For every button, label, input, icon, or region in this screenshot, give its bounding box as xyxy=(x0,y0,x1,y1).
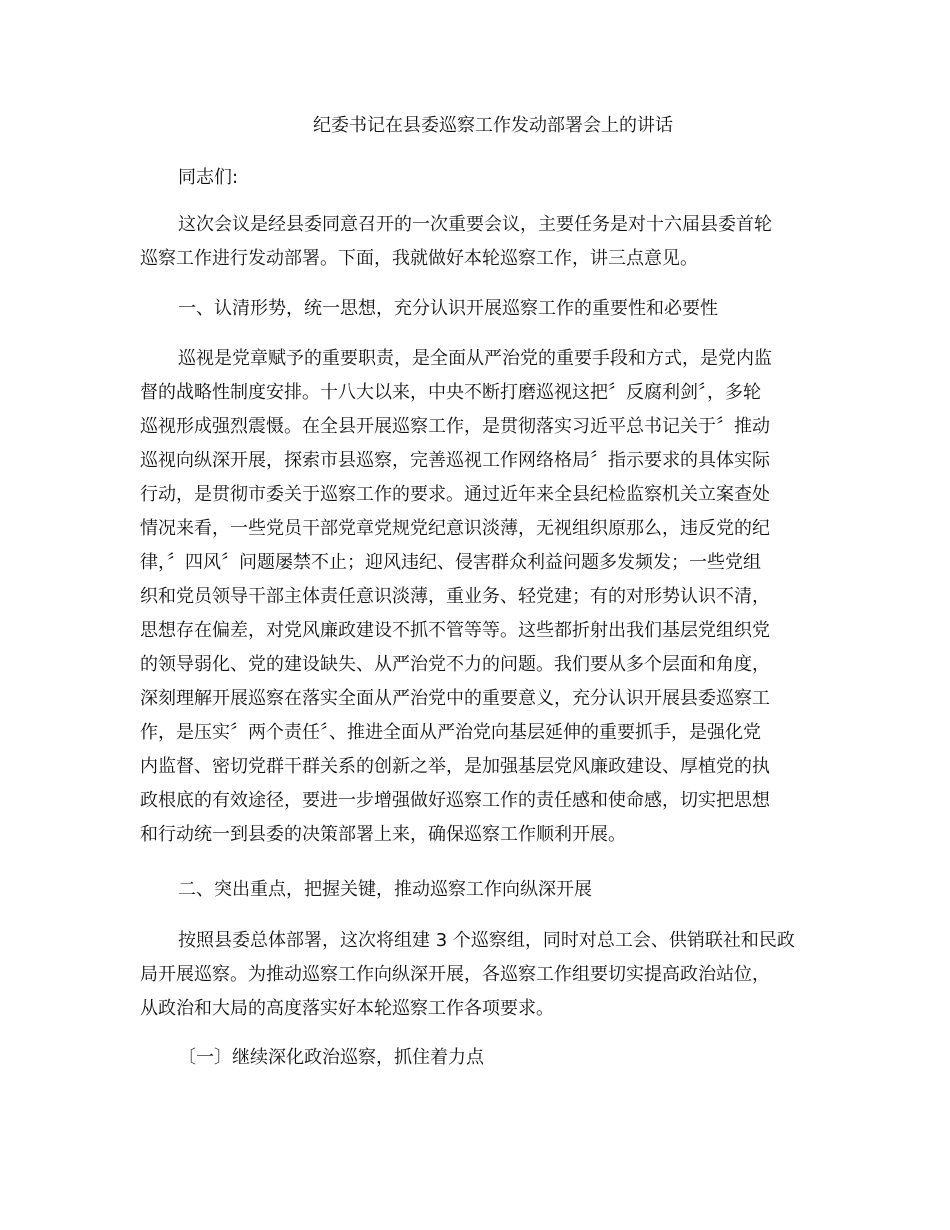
section1-line: 和行动统一到县委的决策部署上来，确保巡察工作顺利开展。 xyxy=(140,824,626,845)
section1-line: 督的战略性制度安排。十八大以来，中央不断打磨巡视这把〞反腐利剑〞，多轮 xyxy=(140,382,761,403)
section1-heading-text: 一、认清形势，统一思想，充分认识开展巡察工作的重要性和必要性 xyxy=(178,298,718,319)
section2-line: 局开展巡察。为推动巡察工作向纵深开展，各巡察工作组要切实提高政治站位， xyxy=(140,964,770,985)
section2-line: 按照县委总体部署，这次将组建 3 个巡察组，同时对总工会、供销联社和民政 xyxy=(178,930,795,951)
section1-paragraph xyxy=(140,342,820,852)
section1-line: 律，〞四风〞问题屡禁不止；迎风违纪、侵害群众利益问题多发频发；一些党组 xyxy=(140,552,761,573)
section2-paragraph xyxy=(140,924,820,1026)
salutation xyxy=(140,161,820,195)
section1-line: 作，是压实〞两个责任〞、推进全面从严治党向基层延伸的重要抓手，是强化党 xyxy=(140,722,761,743)
subsection1-heading xyxy=(140,1041,820,1075)
subsection1-heading-text: 〔一〕继续深化政治巡察，抓住着力点 xyxy=(178,1047,484,1068)
section1-line: 的领导弱化、党的建设缺失、从严治党不力的问题。我们要从多个层面和角度， xyxy=(140,654,770,675)
section1-line: 政根底的有效途径，要进一步增强做好巡察工作的责任感和使命感，切实把思想 xyxy=(140,790,770,811)
section1-line: 内监督、密切党群干群关系的创新之举，是加强基层党风廉政建设、厚植党的执 xyxy=(140,756,770,777)
document-title: 纪委书记在县委巡察工作发动部署会上的讲话 xyxy=(313,115,673,136)
section1-line: 织和党员领导干部主体责任意识淡薄，重业务、轻党建；有的对形势认识不清， xyxy=(140,586,770,607)
section1-heading xyxy=(140,292,820,326)
section1-line: 情况来看，一些党员干部党章党规党纪意识淡薄，无视组织原那么，违反党的纪 xyxy=(140,518,770,539)
section2-heading xyxy=(140,873,820,907)
intro-line: 巡察工作进行发动部署。下面，我就做好本轮巡察工作，讲三点意见。 xyxy=(140,248,698,269)
section2-line: 从政治和大局的高度落实好本轮巡察工作各项要求。 xyxy=(140,998,554,1019)
section1-line: 深刻理解开展巡察在落实全面从严治党中的重要意义，充分认识开展县委巡察工 xyxy=(140,688,770,709)
section1-line: 巡视是党章赋予的重要职责，是全面从严治党的重要手段和方式，是党内监 xyxy=(178,348,772,369)
intro-line: 这次会议是经县委同意召开的一次重要会议，主要任务是对十六届县委首轮 xyxy=(178,214,772,235)
salutation-text: 同志们: xyxy=(178,167,239,188)
section2-heading-text: 二、突出重点，把握关键，推动巡察工作向纵深开展 xyxy=(178,879,592,900)
section1-line: 巡视形成强烈震慑。在全县开展巡察工作，是贯彻落实习近平总书记关于〞推动 xyxy=(140,416,770,437)
intro-paragraph xyxy=(140,208,820,276)
section1-line: 思想存在偏差，对党风廉政建设不抓不管等等。这些都折射出我们基层党组织党 xyxy=(140,620,770,641)
section1-line: 行动，是贯彻市委关于巡察工作的要求。通过近年来全县纪检监察机关立案查处 xyxy=(140,484,770,505)
section1-line: 巡视向纵深开展，探索市县巡察，完善巡视工作网络格局〞指示要求的具体实际 xyxy=(140,450,770,471)
